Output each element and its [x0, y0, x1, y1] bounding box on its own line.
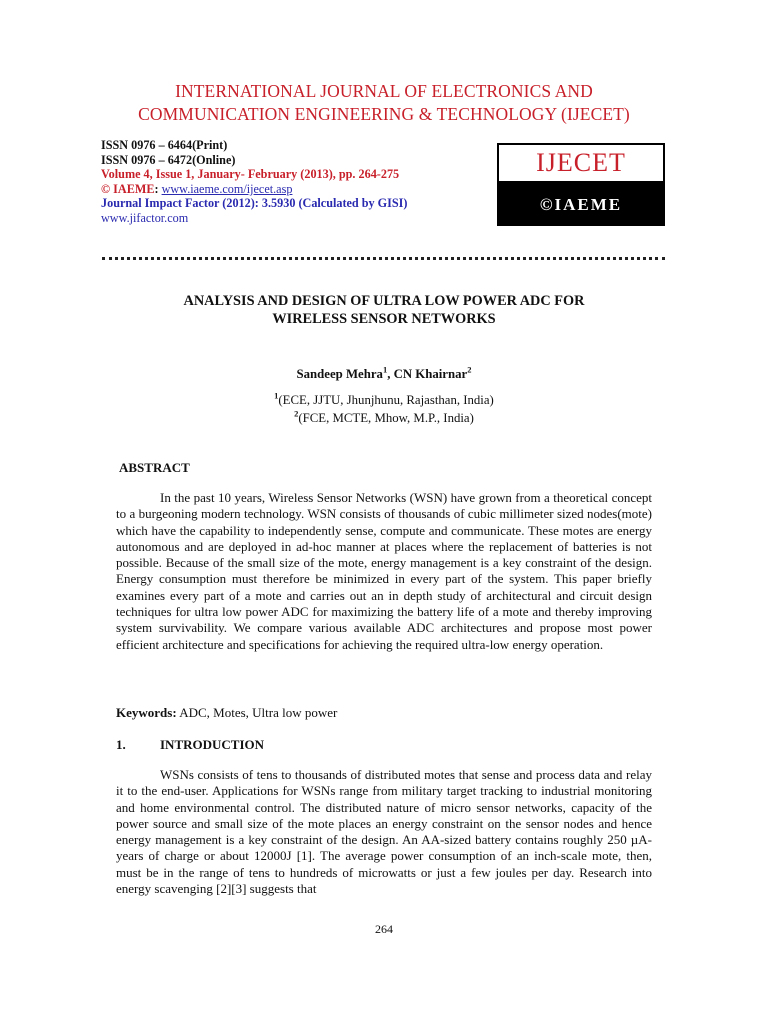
iaeme-link[interactable]: www.iaeme.com/ijecet.asp [161, 181, 293, 196]
affiliation-2-text: (FCE, MCTE, Mhow, M.P., India) [298, 410, 474, 425]
journal-meta [101, 138, 407, 226]
iaeme-separator: : [154, 181, 162, 196]
logo-top-text: IJECET [497, 143, 665, 183]
journal-title [60, 80, 708, 126]
keywords-label: Keywords: [116, 705, 177, 720]
authors [110, 364, 658, 382]
paper-title [110, 293, 658, 328]
author-1-sup: 1 [382, 364, 388, 375]
header-divider [102, 257, 665, 260]
affiliation-1 [110, 392, 658, 410]
affiliation-2-sup: 2 [294, 408, 299, 419]
paper-title-line1: ANALYSIS AND DESIGN OF ULTRA LOW POWER ADC FOR [183, 293, 585, 309]
keywords-text: ADC, Motes, Ultra low power [176, 705, 338, 720]
journal-title-line2: COMMUNICATION ENGINEERING & TECHNOLOGY (IJECET) [138, 104, 630, 124]
page-number: 264 [375, 922, 393, 936]
section-title: INTRODUCTION [160, 737, 265, 752]
volume-info: Volume 4, Issue 1, January- February (2013), pp. 264-275 [101, 167, 400, 182]
affiliation-1-sup: 1 [274, 390, 279, 401]
abstract-heading: ABSTRACT [119, 460, 190, 475]
issn-online: ISSN 0976 – 6472(Online) [101, 152, 236, 167]
impact-factor: Journal Impact Factor (2012): 3.5930 (Calculated by GISI) [101, 196, 408, 211]
logo-bottom-text: ©IAEME [497, 183, 665, 226]
issn-print: ISSN 0976 – 6464(Print) [101, 138, 228, 152]
section-number: 1. [116, 737, 126, 752]
affiliation-2 [110, 410, 658, 428]
introduction-heading [116, 737, 264, 753]
journal-title-line1: INTERNATIONAL JOURNAL OF ELECTRONICS AND [175, 81, 593, 101]
ijecet-logo [497, 143, 665, 226]
introduction-text: WSNs consists of tens to thousands of distributed motes that sense and process data and relay it to the end-user. Applications for WSNs range from military target tracking to industrial monitoring and home environmental control. The distributed nature of micro sensor networks, capacity of the power source and small size of the mote places an energy constraint on the sensor nodes and hence energy management is a key constraint of the design. An AA-sized battery contains roughly 250 µA-years of charge or about 12000J [1]. The average power consumption of an inch-scale mote, then, must be in the range of tens to hundreds of microwatts or just a few joules per day. Research into energy scavenging [2][3] suggests that [116, 767, 652, 897]
author-2-sup: 2 [467, 364, 472, 375]
jifactor-link[interactable]: www.jifactor.com [101, 210, 189, 225]
iaeme-line [101, 182, 407, 197]
author-2: CN Khairnar [393, 367, 468, 381]
author-1: Sandeep Mehra [296, 367, 383, 381]
affiliations [110, 392, 658, 427]
author-separator: , [387, 367, 394, 381]
affiliation-1-text: (ECE, JJTU, Jhunjhunu, Rajasthan, India) [278, 393, 494, 407]
keywords [116, 705, 337, 721]
abstract-text: In the past 10 years, Wireless Sensor Networks (WSN) have grown from a theoretical concept to a burgeoning modern technology. WSN consists of thousands of cubic millimeter sized nodes(mote) which have the capability to independently sense, compute and communicate. These motes are energy autonomous and are deployed in ad-hoc manner at places where the replacement of batteries is not possible. Because of the small size of the mote, energy management is a key constraint of the design. Energy consumption must therefore be minimized in every part of the system. This paper briefly examines every part of a mote and carries out an in depth study of architectural and circuit design techniques for ultra low power ADC for maximizing the battery life of a mote and thereby improving system survivability. We compare various available ADC architectures and propose most power efficient architecture and specifications for achieving the required ultra-low energy operation. [116, 490, 652, 652]
paper-title-line2: WIRELESS SENSOR NETWORKS [272, 310, 496, 327]
iaeme-label: © IAEME [101, 181, 155, 196]
